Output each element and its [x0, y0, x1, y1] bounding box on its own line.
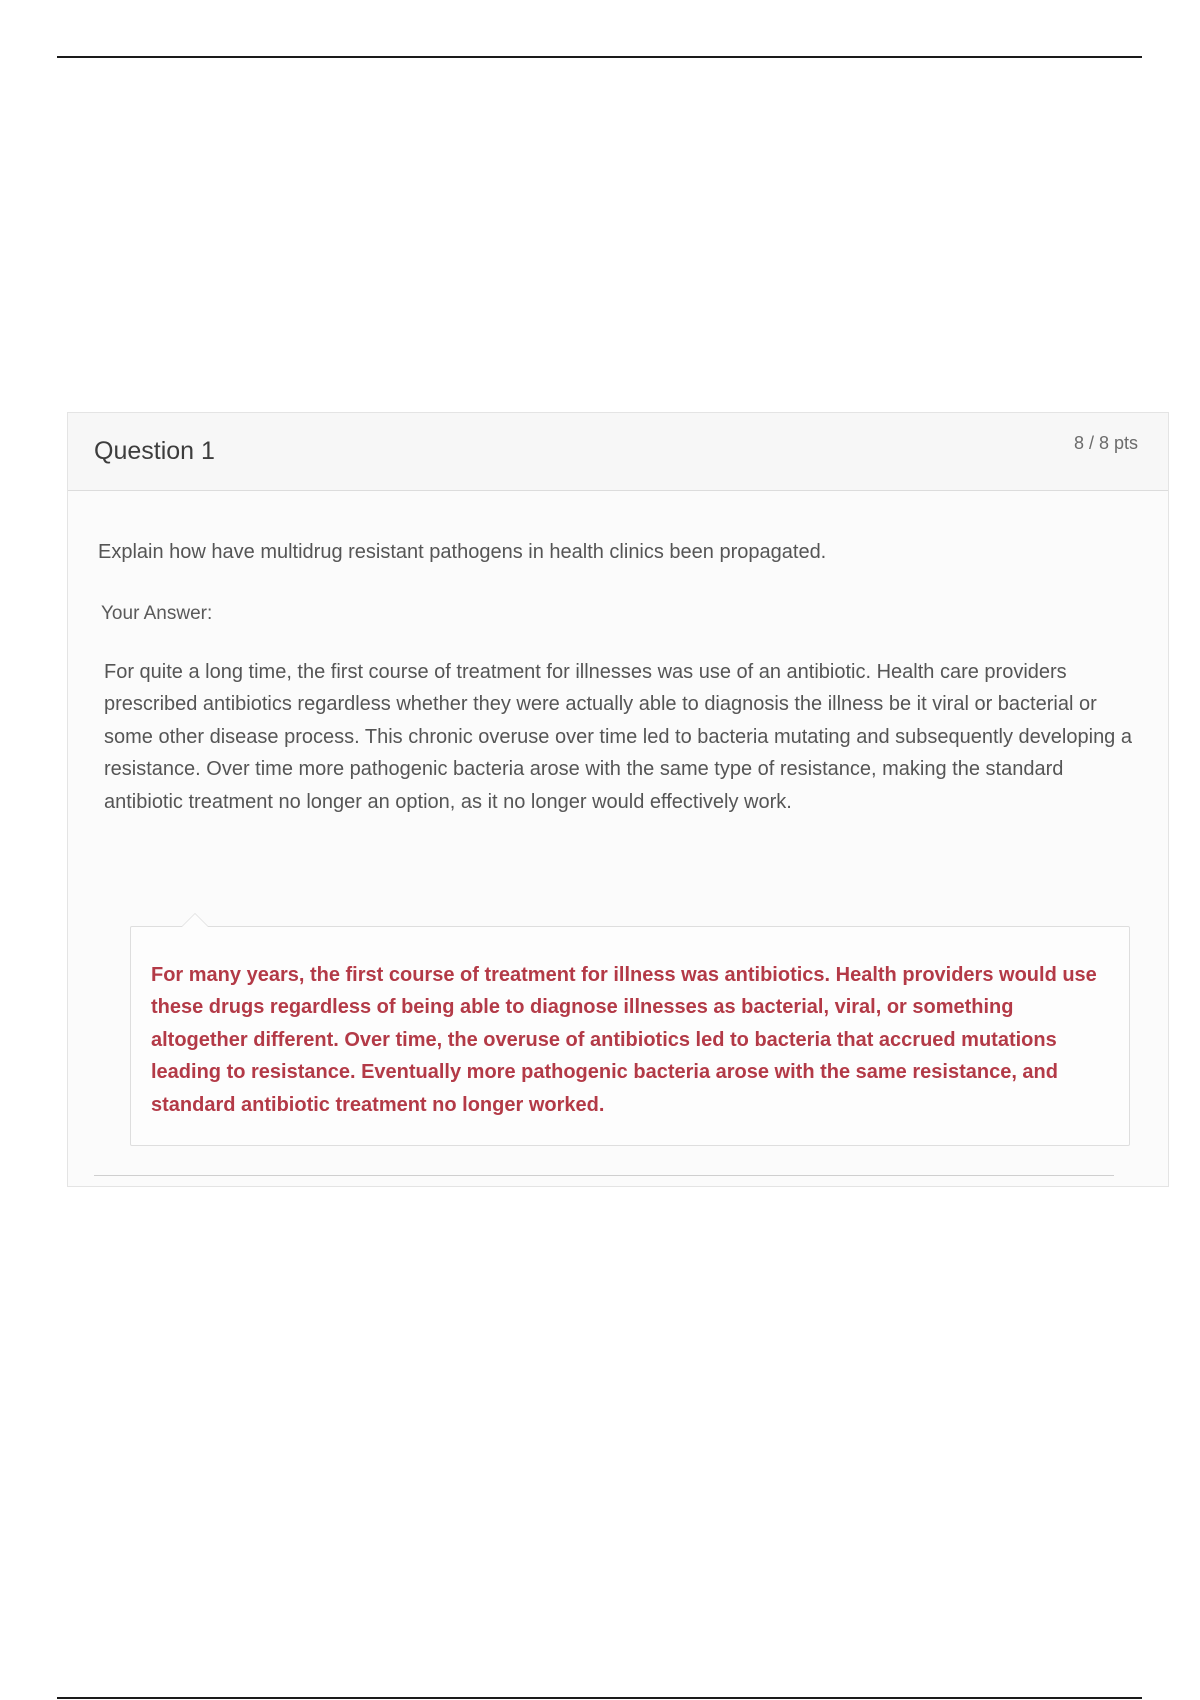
question-card	[67, 412, 1169, 1187]
answer-text: For quite a long time, the first course of treatment for illnesses was use of an antibiotic. Health care providers prescribed antibiotics regardless whether they were actually able to diagnosis the illness be it viral or bacterial or some other disease process. This chronic overuse over time led to bacteria mutating and subsequently developing a resistance. Over time more pathogenic bacteria arose with the same type of resistance, making the standard antibiotic treatment no longer an option, as it no longer would effectively work.	[104, 661, 1132, 813]
feedback-comment-box	[130, 926, 1130, 1146]
page-top-rule	[57, 56, 1142, 58]
feedback-pointer-icon	[181, 913, 209, 927]
question-points: 8 / 8 pts	[1073, 433, 1138, 453]
question-title: Question 1	[94, 437, 215, 465]
card-bottom-divider	[94, 1175, 1114, 1176]
question-header	[68, 413, 1168, 491]
feedback-text: For many years, the first course of treatment for illness was antibiotics. Health providers would use these drugs regardless of being able to diagnose illnesses as bacterial, viral, or something altogether different. Over time, the overuse of antibiotics led to bacteria that accrued mutations leading to resistance. Eventually more pathogenic bacteria arose with the same resistance, and standard antibiotic treatment no longer worked.	[151, 964, 1097, 1116]
question-body	[68, 491, 1168, 1186]
answer-label: Your Answer:	[101, 603, 213, 624]
page-bottom-rule	[57, 1697, 1142, 1699]
question-prompt: Explain how have multidrug resistant pathogens in health clinics been propagated.	[98, 541, 827, 563]
